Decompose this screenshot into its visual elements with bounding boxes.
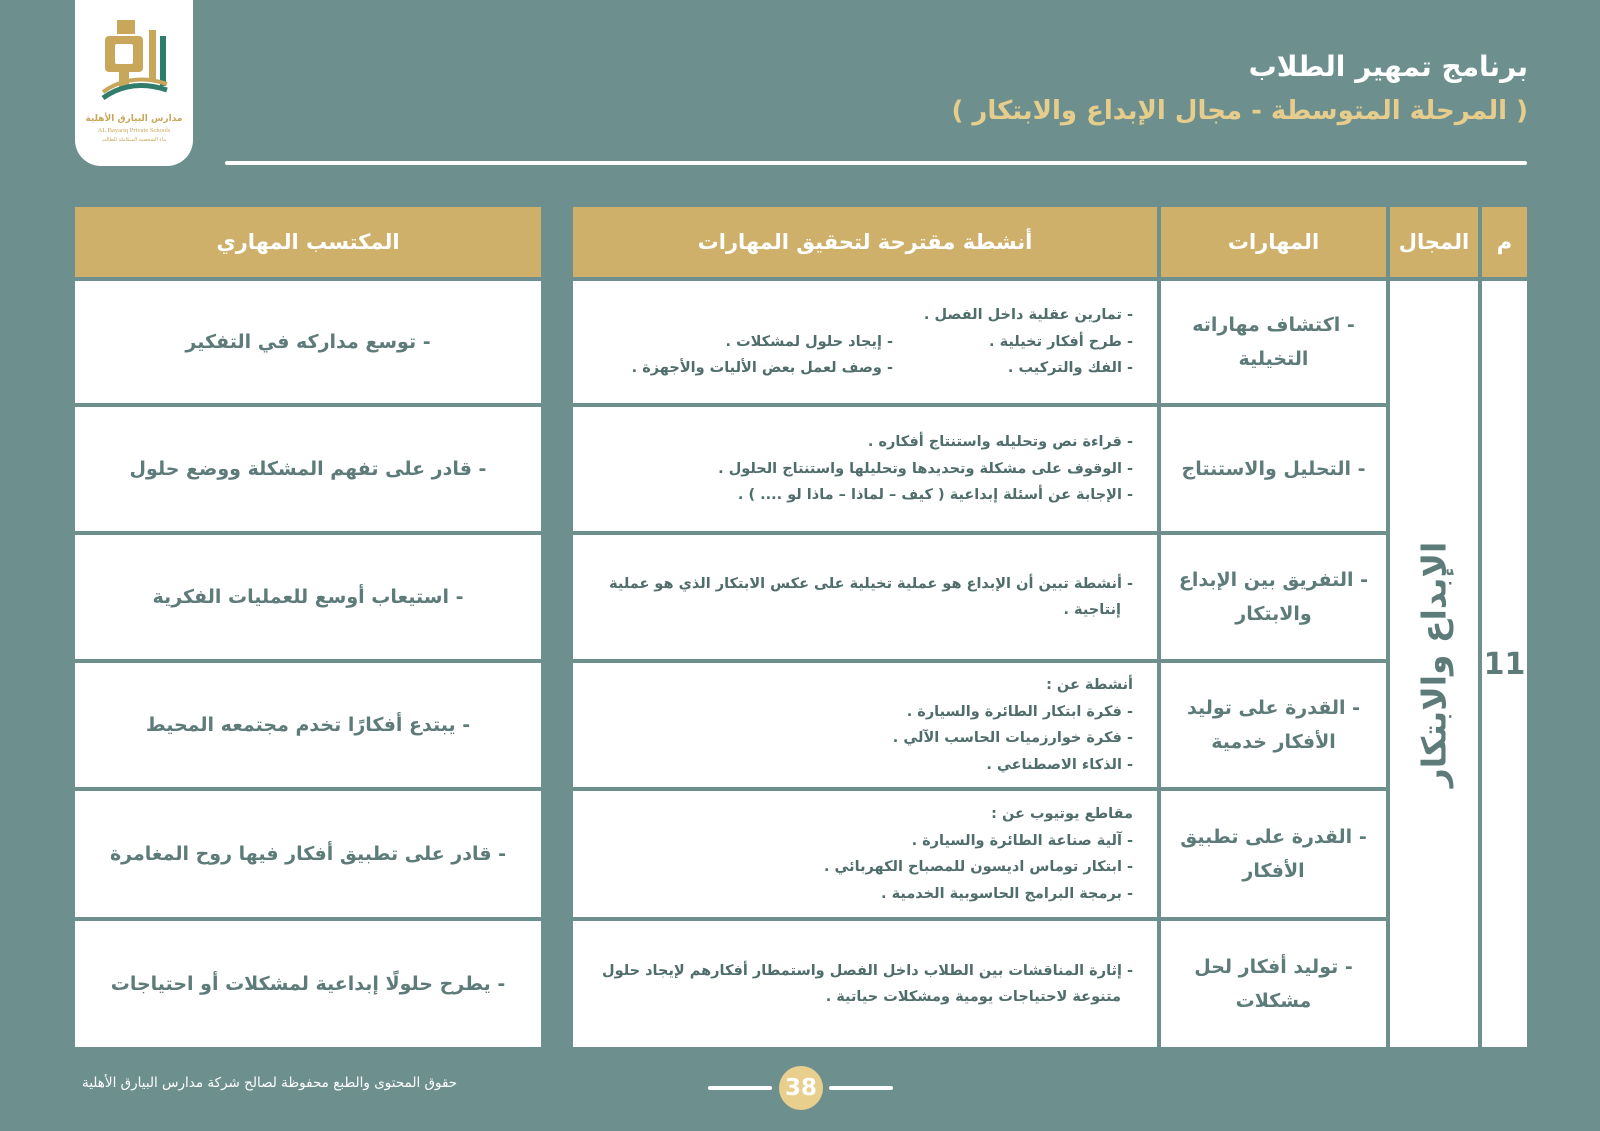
copyright-notice: حقوق المحتوى والطبع محفوظة لصالح شركة مدارس البيارق الأهلية	[82, 1075, 458, 1091]
page-number: 38	[779, 1066, 823, 1110]
activities-cell: - قراءة نص وتحليله واستنتاج أفكاره . - الوقوف على مشكلة وتحديدها وتحليلها واستنتاج الحلول . - الإجابة عن أسئلة إبداعية ( كيف – لماذا – ماذا لو .... ) .	[573, 407, 1157, 531]
header-skills: المهارات	[1161, 207, 1386, 277]
skill-cell: - التفريق بين الإبداع والابتكار	[1161, 535, 1386, 659]
activities-cell: - إثارة المناقشات بين الطلاب داخل الفصل واستمطار أفكارهم لإيجاد حلول متنوعة لاحتياجات يومية ومشكلات حياتية .	[573, 921, 1157, 1047]
row-number: 11	[1482, 281, 1527, 1047]
header-activities: أنشطة مقترحة لتحقيق المهارات	[573, 207, 1157, 277]
skill-cell: - اكتشاف مهاراته التخيلية	[1161, 281, 1386, 403]
activities-cell: - تمارين عقلية داخل الفصل . - طرح أفكار تخيلية . - إيجاد حلول لمشكلات . - الفك والتركيب . - وصف لعمل بعض الأليات والأجهزة .	[573, 281, 1157, 403]
activities-cell: - أنشطة تبين أن الإبداع هو عملية تخيلية على عكس الابتكار الذي هو عملية إنتاجية .	[573, 535, 1157, 659]
activities-cell: مقاطع يوتيوب عن : - آلية صناعة الطائرة والسيارة . - ابتكار توماس اديسون للمصباح الكهربائي . - برمجة البرامج الحاسوبية الخدمية .	[573, 791, 1157, 917]
outcome-cell: - قادر على تطبيق أفكار فيها روح المغامرة	[75, 791, 541, 917]
title-divider	[225, 161, 1527, 165]
outcome-cell: - يطرح حلولًا إبداعية لمشكلات أو احتياجات	[75, 921, 541, 1047]
page-subtitle: ( المرحلة المتوسطة - مجال الإبداع والابتكار )	[951, 96, 1528, 126]
page-number-line-left	[708, 1086, 772, 1090]
outcome-cell: - توسع مداركه في التفكير	[75, 281, 541, 403]
logo-name-ar: مدارس البيارق الأهلية	[85, 114, 183, 124]
logo-name-en: AL Bayariq Private Schools	[97, 127, 171, 134]
activities-cell: أنشطة عن : - فكرة ابتكار الطائرة والسيارة . - فكرة خوارزميات الحاسب الآلي . - الذكاء الاصطناعي .	[573, 663, 1157, 787]
header-outcome: المكتسب المهاري	[75, 207, 541, 277]
domain-name: الإبداع والابتكار	[1390, 281, 1478, 1047]
book-logo-icon	[97, 14, 171, 110]
skill-cell: - التحليل والاستنتاج	[1161, 407, 1386, 531]
page-number-line-right	[829, 1086, 893, 1090]
skill-cell: - القدرة على توليد الأفكار خدمية	[1161, 663, 1386, 787]
header-domain: المجال	[1390, 207, 1478, 277]
header-num: م	[1482, 207, 1527, 277]
logo-tagline: بناء الشخصية المتكاملة للطالب	[101, 137, 167, 143]
skill-cell: - القدرة على تطبيق الأفكار	[1161, 791, 1386, 917]
school-logo	[75, 0, 193, 166]
outcome-cell: - قادر على تفهم المشكلة ووضع حلول	[75, 407, 541, 531]
outcome-cell: - استيعاب أوسع للعمليات الفكرية	[75, 535, 541, 659]
skill-cell: - توليد أفكار لحل مشكلات	[1161, 921, 1386, 1047]
page-title: برنامج تمهير الطلاب	[1248, 50, 1528, 83]
outcome-cell: - يبتدع أفكارًا تخدم مجتمعه المحيط	[75, 663, 541, 787]
